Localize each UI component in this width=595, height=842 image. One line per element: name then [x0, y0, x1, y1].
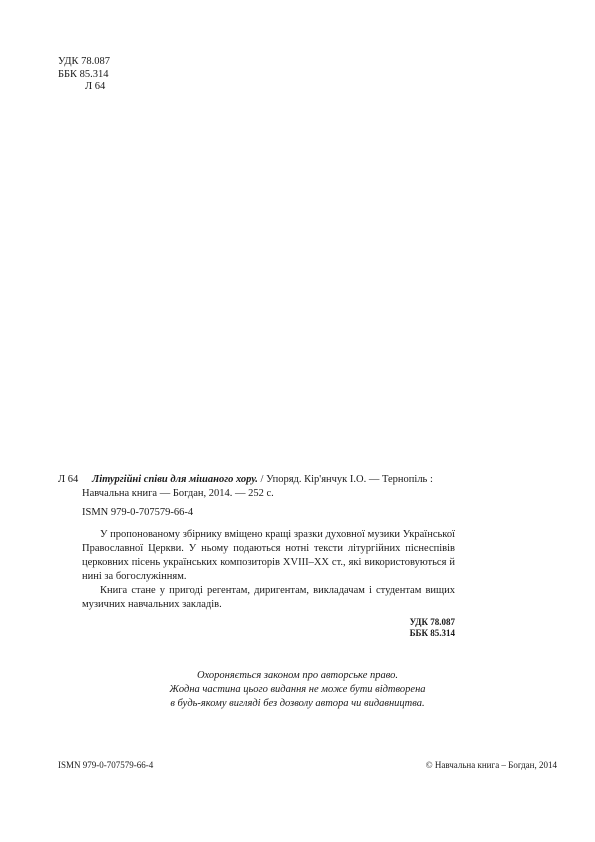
annotation-paragraph: У пропонованому збірнику вміщено кращі зразки духовної музики Української Православної Церкви. У ньому подаються нотні тексти літургійних піснеспівів церковних пісень українських композиторів XVIII–XX ст., які використовуються й нині за богослужінням. — [82, 529, 455, 582]
footer-ismn: ISMN 979-0-707579-66-4 — [58, 760, 154, 770]
udk-code: УДК 78.087 — [409, 617, 455, 627]
udk-code: УДК 78.087 — [58, 56, 111, 67]
copyright-notice-line: в будь-якому вигляді без дозволу автора чи видавництва. — [170, 698, 425, 709]
bibliographic-record — [58, 473, 455, 612]
copyright-notice — [120, 669, 475, 711]
author-mark: Л 64 — [85, 81, 106, 92]
copyright-notice-line: Охороняється законом про авторське право. — [196, 670, 399, 681]
responsibility-statement: / Упоряд. Кір'янчук І.О. — Тернопіль : — [257, 474, 433, 485]
book-title: Літургійні співи для мішаного хору. — [92, 474, 258, 485]
annotation-paragraph: Книга стане у пригоді регентам, диригентам, викладачам і студентам вищих музичних навчальних закладів. — [82, 585, 455, 610]
author-mark-index: Л 64 — [58, 474, 79, 485]
top-classification-codes — [58, 56, 110, 94]
annotation — [58, 528, 455, 612]
bbk-code: ББК 85.314 — [58, 68, 109, 80]
bottom-classification-codes — [330, 617, 455, 639]
copyright-notice-line: Жодна частина цього видання не може бути відтворена — [169, 684, 426, 695]
bbk-code: ББК 85.314 — [409, 628, 455, 638]
publication-statement: Навчальна книга — Богдан, 2014. — 252 с. — [82, 488, 274, 499]
footer-copyright: © Навчальна книга – Богдан, 2014 — [425, 760, 557, 770]
ismn-number: ISMN 979-0-707579-66-4 — [82, 507, 194, 518]
bibliographic-entry — [58, 473, 455, 501]
